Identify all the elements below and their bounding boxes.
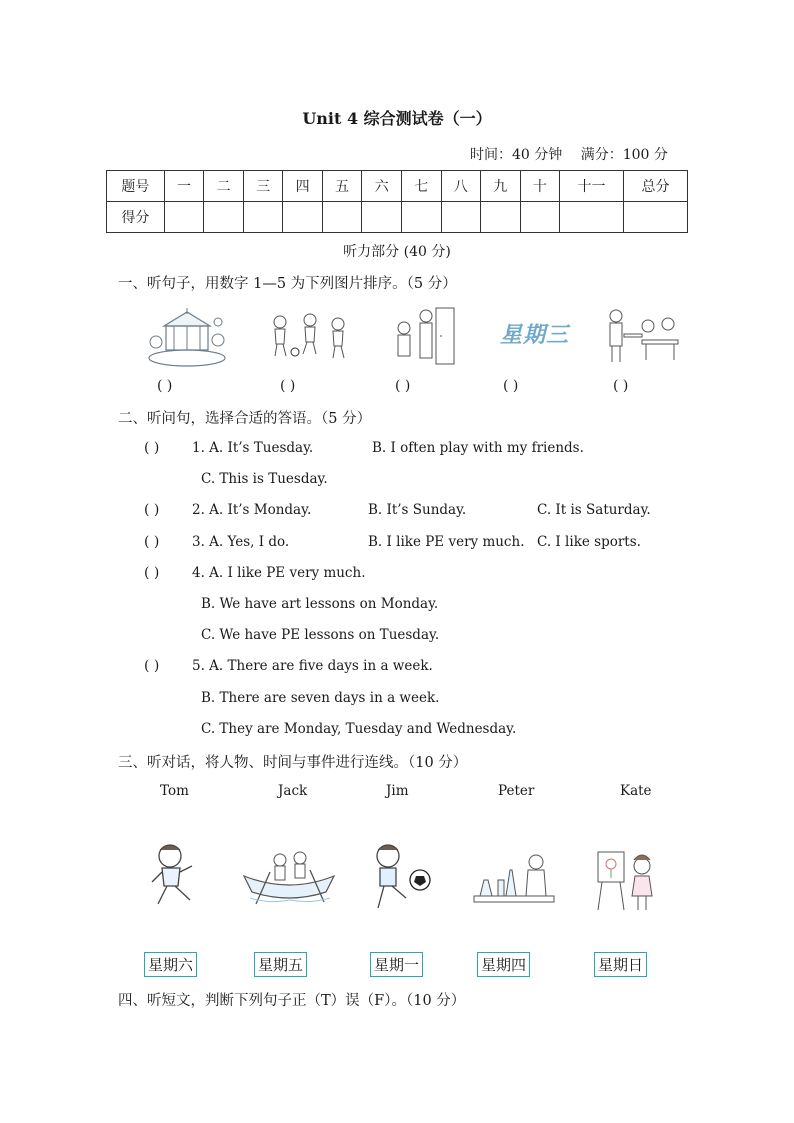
person-name: Jim xyxy=(386,783,409,799)
score-input-cell[interactable] xyxy=(560,202,624,233)
score-table-header-row xyxy=(107,171,688,202)
option-c: C. This is Tuesday. xyxy=(201,471,328,487)
exam-total-score: 满分：100 分 xyxy=(580,147,668,163)
day-label-box: 星期四 xyxy=(477,952,530,977)
section1-heading: 一、听句子，用数字 1—5 为下列图片排序。（5 分） xyxy=(118,276,457,292)
score-input-cell[interactable] xyxy=(441,202,481,233)
amusement-park-picture xyxy=(146,306,228,368)
answer-blank[interactable]: ( ) xyxy=(280,378,296,394)
option-b: B. It’s Sunday. xyxy=(368,502,467,518)
score-row-label: 得分 xyxy=(107,202,165,233)
score-input-cell[interactable] xyxy=(164,202,204,233)
score-input-cell[interactable] xyxy=(623,202,687,233)
answer-blank[interactable]: ( ) xyxy=(613,378,629,394)
scientist-lab-picture xyxy=(472,850,558,908)
score-cell: 五 xyxy=(322,171,362,202)
section4-heading: 四、听短文，判断下列句子正（T）误（F）。（10 分） xyxy=(118,993,466,1009)
option-b: B. I like PE very much. xyxy=(368,534,525,550)
option-b: B. We have art lessons on Monday. xyxy=(201,596,439,612)
option-c: C. They are Monday, Tuesday and Wednesday. xyxy=(201,721,517,737)
option-b: B. I often play with my friends. xyxy=(372,440,584,456)
score-input-cell[interactable] xyxy=(481,202,521,233)
score-cell: 总分 xyxy=(623,171,687,202)
person-name: Tom xyxy=(160,783,189,799)
score-input-cell[interactable] xyxy=(520,202,560,233)
score-table-score-row xyxy=(107,202,688,233)
answer-blank[interactable]: ( ) xyxy=(144,440,160,456)
score-cell: 九 xyxy=(481,171,521,202)
answer-blank[interactable]: ( ) xyxy=(395,378,411,394)
answer-blank[interactable]: ( ) xyxy=(144,565,160,581)
option-a: 3. A. Yes, I do. xyxy=(192,534,290,550)
answer-blank[interactable]: ( ) xyxy=(144,534,160,550)
score-cell: 二 xyxy=(204,171,244,202)
score-input-cell[interactable] xyxy=(362,202,402,233)
score-input-cell[interactable] xyxy=(204,202,244,233)
students-at-desk-picture xyxy=(604,306,680,366)
boy-kicking-ball-picture xyxy=(366,842,432,914)
option-c: C. We have PE lessons on Tuesday. xyxy=(201,627,440,643)
day-label-box: 星期日 xyxy=(594,952,647,977)
section3-heading: 三、听对话，将人物、时间与事件进行连线。（10 分） xyxy=(118,755,468,771)
score-cell: 题号 xyxy=(107,171,165,202)
exam-time: 时间：40 分钟 xyxy=(470,147,563,163)
listening-part-title: 听力部分 (40 分) xyxy=(343,244,451,260)
option-a: 1. A. It’s Tuesday. xyxy=(192,440,314,456)
score-input-cell[interactable] xyxy=(283,202,323,233)
score-input-cell[interactable] xyxy=(401,202,441,233)
girl-painting-picture xyxy=(594,846,660,914)
score-cell: 七 xyxy=(401,171,441,202)
score-table xyxy=(106,170,688,233)
family-at-door-picture xyxy=(390,306,460,366)
answer-blank[interactable]: ( ) xyxy=(144,658,160,674)
option-a: 5. A. There are five days in a week. xyxy=(192,658,433,674)
option-a: 4. A. I like PE very much. xyxy=(192,565,366,581)
score-cell: 六 xyxy=(362,171,402,202)
day-label-box: 星期五 xyxy=(254,952,307,977)
day-label-box: 星期一 xyxy=(370,952,423,977)
boys-playing-football-picture xyxy=(266,312,350,362)
score-cell: 八 xyxy=(441,171,481,202)
score-input-cell[interactable] xyxy=(322,202,362,233)
score-input-cell[interactable] xyxy=(243,202,283,233)
section2-heading: 二、听问句，选择合适的答语。（5 分） xyxy=(118,411,372,427)
boys-rowing-boat-picture xyxy=(240,848,338,908)
person-name: Kate xyxy=(620,783,652,799)
score-cell: 四 xyxy=(283,171,323,202)
score-cell: 一 xyxy=(164,171,204,202)
answer-blank[interactable]: ( ) xyxy=(503,378,519,394)
day-label-box: 星期六 xyxy=(144,952,197,977)
option-a: 2. A. It’s Monday. xyxy=(192,502,312,518)
person-name: Peter xyxy=(498,783,535,799)
score-cell: 十一 xyxy=(560,171,624,202)
person-name: Jack xyxy=(278,783,308,799)
weekday-sign-picture: 星期三 xyxy=(500,323,570,348)
option-c: C. I like sports. xyxy=(537,534,641,550)
page-title: Unit 4 综合测试卷（一） xyxy=(302,109,492,128)
answer-blank[interactable]: ( ) xyxy=(144,502,160,518)
boy-running-picture xyxy=(146,842,204,914)
score-cell: 三 xyxy=(243,171,283,202)
option-c: C. It is Saturday. xyxy=(537,502,651,518)
exam-info xyxy=(470,144,682,164)
answer-blank[interactable]: ( ) xyxy=(157,378,173,394)
score-cell: 十 xyxy=(520,171,560,202)
option-b: B. There are seven days in a week. xyxy=(201,690,440,706)
